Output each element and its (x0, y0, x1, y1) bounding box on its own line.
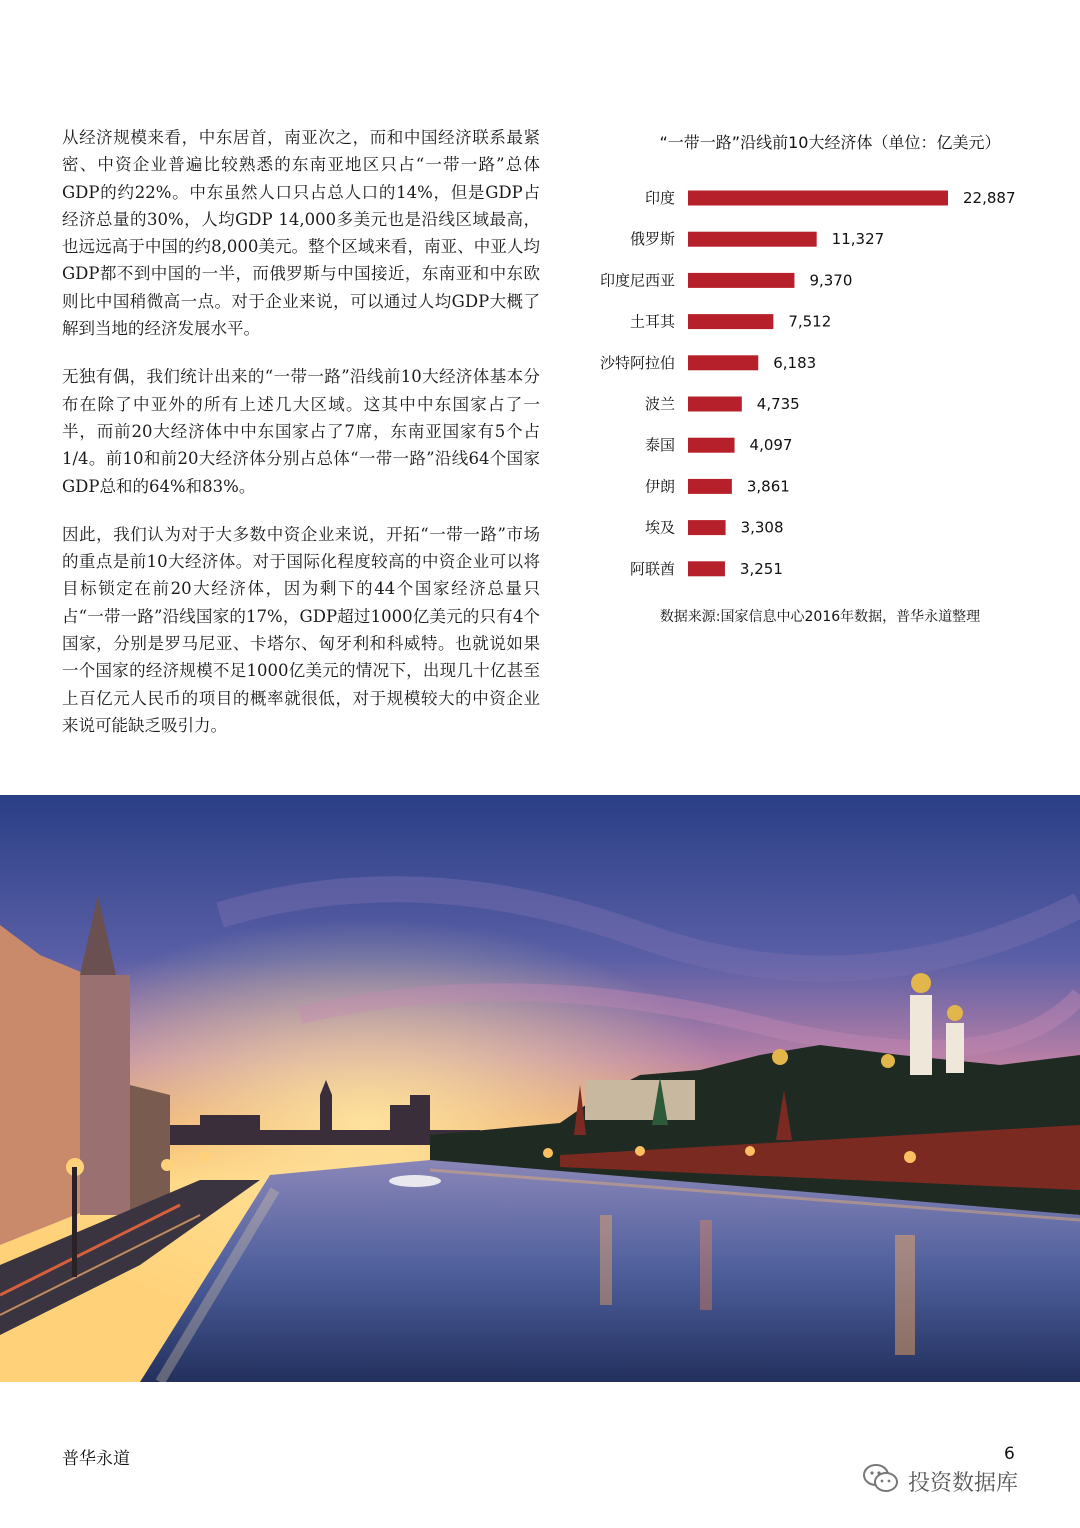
value-label: 6,183 (773, 353, 817, 372)
value-label: 3,251 (739, 559, 783, 578)
value-label: 4,097 (749, 436, 793, 455)
category-label: 沙特阿拉伯 (599, 353, 675, 372)
category-label: 阿联酋 (629, 559, 675, 578)
bar (688, 232, 817, 247)
paragraph-1: 从经济规模来看，中东居首，南亚次之，而和中国经济联系最紧密、中资企业普遍比较熟悉的东南亚地区只占“一带一路”总体GDP的约22%。中东虽然人口只占总人口的14%，但是GDP占经济总量的30%，人均GDP 14,000多美元也是沿线区域最高，也远远高于中国的约8,000美元。整个区域来看，南亚、中亚人均GDP都不到中国的一半，而俄罗斯与中国接近，东南亚和中东欧则比中国稍微高一点。对于企业来说，可以通过人均GDP大概了解到当地的经济发展水平。 (62, 128, 540, 339)
body-text (62, 124, 540, 760)
gdp-bar-chart (580, 124, 1050, 644)
value-label: 22,887 (963, 189, 1016, 207)
category-label: 泰国 (644, 436, 675, 455)
bar (688, 191, 948, 206)
category-label: 土耳其 (629, 312, 675, 331)
bar (688, 479, 732, 494)
category-label: 印度尼西亚 (599, 271, 675, 290)
watermark (862, 1464, 1018, 1498)
chart-source: 数据来源:国家信息中心2016年数据，普华永道整理 (659, 609, 981, 625)
category-label: 印度 (644, 189, 675, 207)
bar (688, 561, 725, 576)
chart-title: “一带一路”沿线前10大经济体（单位：亿美元） (659, 133, 1001, 152)
moscow-kremlin-photo (0, 795, 1080, 1382)
value-label: 3,861 (746, 477, 790, 496)
wechat-icon (862, 1463, 900, 1499)
value-label: 9,370 (809, 271, 853, 290)
bar (688, 314, 773, 329)
value-label: 7,512 (788, 312, 832, 331)
category-label: 埃及 (644, 518, 675, 537)
bar (688, 520, 726, 535)
paragraph-2: 无独有偶，我们统计出来的“一带一路”沿线前10大经济体基本分布在除了中亚外的所有上述几大区域。这其中中东国家占了一半，而前20大经济体中中东国家占了7席，东南亚国家有5个占1/4。前10和前20大经济体分别占总体“一带一路”沿线64个国家GDP总和的64%和83%。 (62, 367, 540, 496)
value-label: 3,308 (740, 518, 784, 537)
page-number: 6 (1004, 1444, 1015, 1464)
bar (688, 273, 794, 288)
category-label: 伊朗 (644, 477, 675, 496)
bar (688, 355, 758, 370)
paragraph-3: 因此，我们认为对于大多数中资企业来说，开拓“一带一路”市场的重点是前10大经济体。对于国际化程度较高的中资企业可以将目标锁定在前20大经济体，因为剩下的44个国家经济总量只占“一带一路”沿线国家的17%，GDP超过1000亿美元的只有4个国家，分别是罗马尼亚、卡塔尔、匈牙利和科威特。也就说如果一个国家的经济规模不足1000亿美元的情况下，出现几十亿甚至上百亿元人民币的项目的概率就很低，对于规模较大的中资企业来说可能缺乏吸引力。 (62, 524, 540, 735)
footer-brand: 普华永道 (62, 1449, 130, 1469)
chart-plot-area (580, 176, 1050, 596)
value-label: 4,735 (756, 395, 800, 413)
category-label: 俄罗斯 (629, 230, 675, 249)
bar (688, 438, 735, 453)
category-label: 波兰 (644, 395, 675, 413)
bar (688, 397, 742, 412)
value-label: 11,327 (831, 230, 885, 249)
watermark-text: 投资数据库 (908, 1470, 1019, 1496)
